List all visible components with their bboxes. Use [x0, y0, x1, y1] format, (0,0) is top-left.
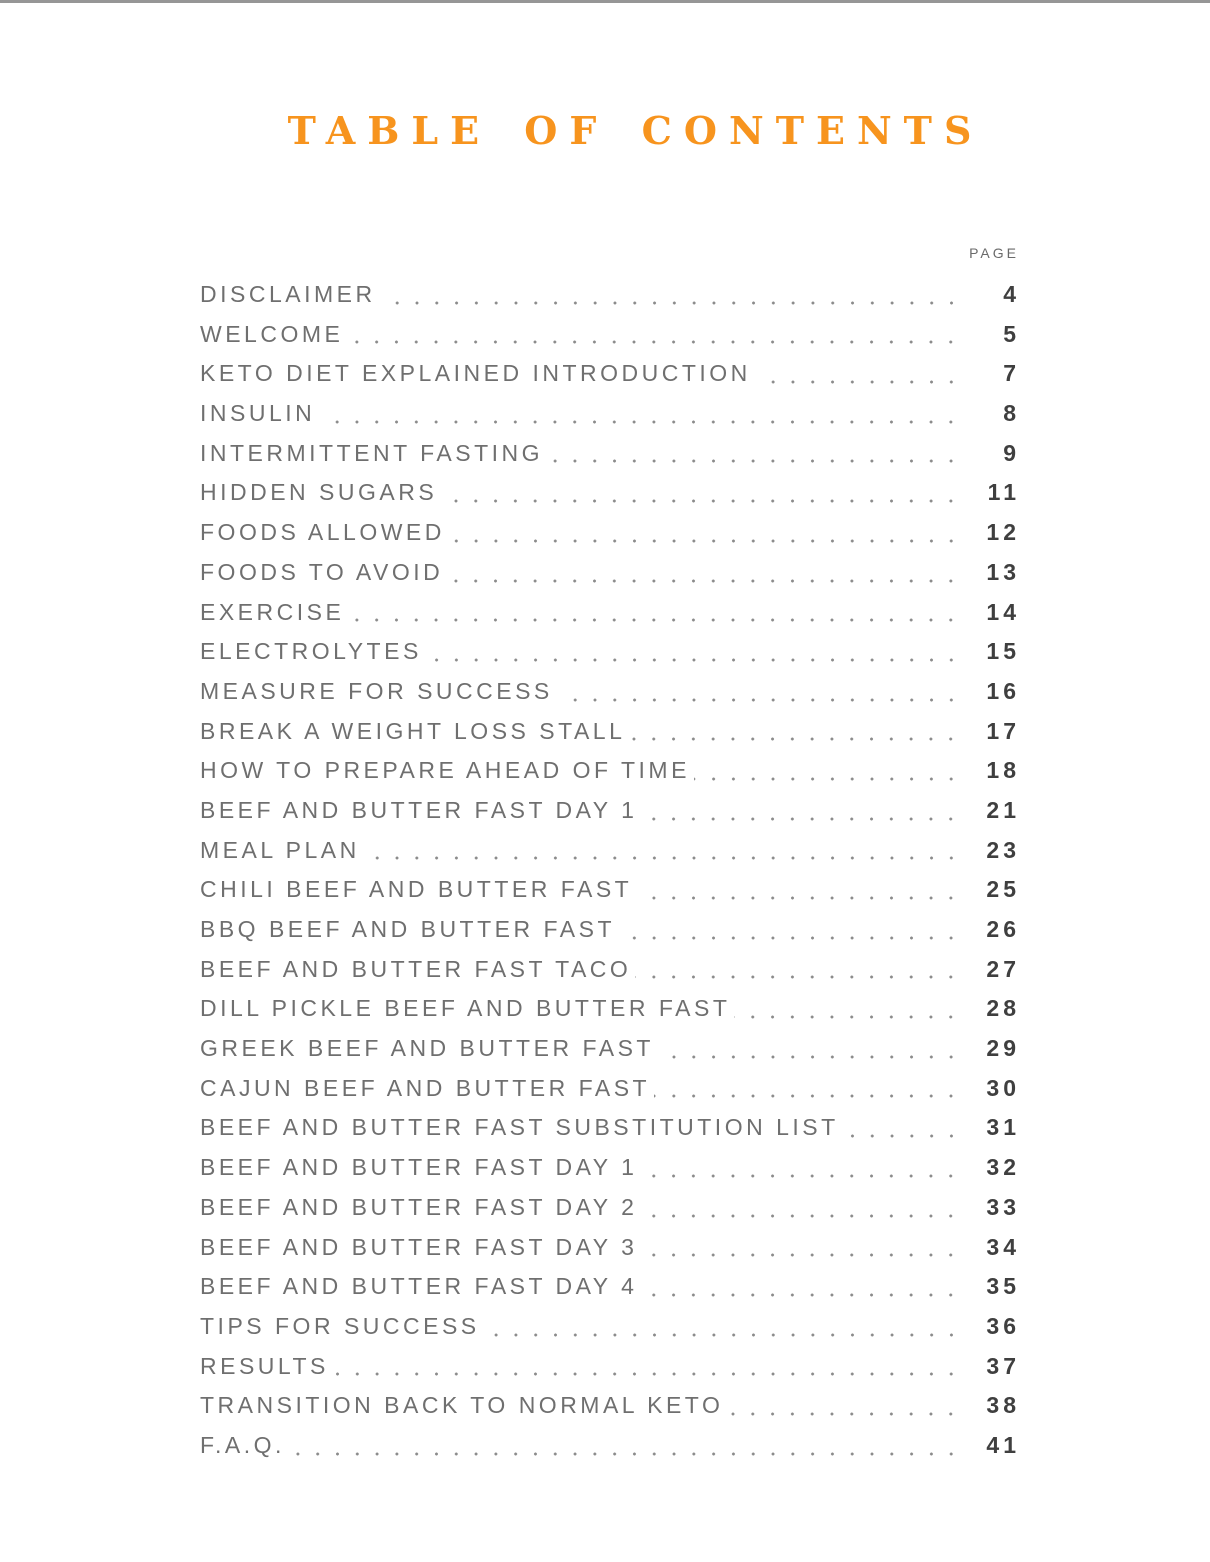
toc-entry-label: CHILI BEEF AND BUTTER FAST [200, 876, 633, 903]
toc-entry-page-number: 23 [986, 836, 1020, 863]
toc-row [200, 672, 1020, 712]
toc-entry-page-number: 34 [986, 1233, 1020, 1260]
toc-row [200, 791, 1020, 831]
toc-row [200, 831, 1020, 871]
toc-entry-page-number: 30 [986, 1074, 1020, 1101]
dot-leader [641, 791, 961, 831]
dot-leader [441, 473, 961, 513]
dot-leader [636, 870, 961, 910]
toc-row [200, 1029, 1020, 1069]
toc-entry-label: INSULIN [200, 400, 316, 427]
page-column-header: PAGE [969, 245, 1019, 261]
dot-leader [694, 751, 961, 791]
toc-entry-label: KETO DIET EXPLAINED INTRODUCTION [200, 360, 751, 387]
toc-entry-label: WELCOME [200, 320, 344, 347]
toc-entry-label: RESULTS [200, 1352, 329, 1379]
toc-row [200, 1347, 1020, 1387]
dot-leader [658, 1029, 961, 1069]
toc-entry-label: BEEF AND BUTTER FAST DAY 4 [200, 1273, 638, 1300]
toc-row [200, 1386, 1020, 1426]
toc-row [200, 989, 1020, 1029]
dot-leader [654, 1069, 961, 1109]
toc-entry-page-number: 14 [986, 598, 1020, 625]
dot-leader [635, 950, 961, 990]
toc-entry-page-number: 17 [986, 717, 1020, 744]
toc-entry-label: BREAK A WEIGHT LOSS STALL [200, 717, 626, 744]
dot-leader [619, 910, 961, 950]
toc-entry-label: HOW TO PREPARE AHEAD OF TIME [200, 757, 690, 784]
toc-entry-label: GREEK BEEF AND BUTTER FAST [200, 1035, 654, 1062]
toc-entry-label: BBQ BEEF AND BUTTER FAST [200, 916, 616, 942]
toc-entry-label: BEEF AND BUTTER FAST SUBSTITUTION LIST [200, 1114, 839, 1141]
toc-entry-label: ELECTROLYTES [200, 638, 422, 665]
dot-leader [289, 1426, 961, 1466]
dot-leader [348, 593, 961, 633]
dot-leader [447, 553, 961, 593]
toc-row [200, 1188, 1020, 1228]
toc-entry-page-number: 8 [1003, 400, 1020, 427]
toc-entry-page-number: 33 [986, 1193, 1020, 1220]
dot-leader [347, 315, 961, 355]
toc-row [200, 1426, 1020, 1466]
toc-entry-page-number: 35 [986, 1273, 1020, 1300]
toc-entry-label: BEEF AND BUTTER FAST TACO [200, 955, 632, 982]
toc-row [200, 751, 1020, 791]
toc-row [200, 1307, 1020, 1347]
page-title: TABLE OF CONTENTS [287, 108, 984, 153]
dot-leader [755, 354, 961, 394]
dot-leader [319, 394, 961, 434]
toc-entry-label: DILL PICKLE BEEF AND BUTTER FAST [200, 995, 731, 1022]
toc-entry-page-number: 36 [986, 1312, 1020, 1339]
dot-leader [449, 513, 961, 553]
dot-leader [629, 712, 961, 752]
toc-entry-label: CAJUN BEEF AND BUTTER FAST [200, 1074, 651, 1101]
dot-leader [333, 1347, 961, 1387]
toc-row [200, 553, 1020, 593]
toc-entry-label: F.A.Q. [200, 1431, 285, 1458]
toc-entry-page-number: 11 [987, 479, 1020, 506]
toc-entry-label: MEASURE FOR SUCCESS [200, 677, 553, 704]
toc-entry-label: EXERCISE [200, 598, 345, 625]
toc-entry-label: INTERMITTENT FASTING [200, 439, 544, 466]
dot-leader [380, 275, 961, 315]
dot-leader [641, 1188, 961, 1228]
toc-entry-label: FOODS ALLOWED [200, 519, 445, 546]
toc-entry-label: BEEF AND BUTTER FAST DAY 1 [200, 1154, 638, 1181]
toc-entry-label: BEEF AND BUTTER FAST DAY 3 [200, 1233, 638, 1260]
toc-row [200, 513, 1020, 553]
toc-row [200, 394, 1020, 434]
toc-row [200, 275, 1020, 315]
toc-entry-page-number: 27 [986, 955, 1020, 982]
dot-leader [484, 1307, 961, 1347]
dot-leader [641, 1148, 961, 1188]
toc-row [200, 1228, 1020, 1268]
toc-row [200, 315, 1020, 355]
toc-entry-page-number: 28 [986, 995, 1020, 1022]
toc-entry-label: MEAL PLAN [200, 836, 360, 863]
toc-entry-page-number: 26 [986, 916, 1020, 942]
toc-entry-label: DISCLAIMER [200, 281, 376, 307]
toc-row [200, 950, 1020, 990]
dot-leader [426, 632, 961, 672]
toc-row [200, 870, 1020, 910]
toc-entry-page-number: 7 [1003, 360, 1020, 387]
dot-leader [727, 1386, 961, 1426]
toc-entry-label: TRANSITION BACK TO NORMAL KETO [200, 1392, 724, 1419]
toc-entry-label: HIDDEN SUGARS [200, 479, 438, 506]
toc-entry-page-number: 13 [986, 558, 1020, 585]
toc-entry-page-number: 37 [986, 1352, 1020, 1379]
toc-entry-label: FOODS TO AVOID [200, 558, 444, 585]
toc-entry-page-number: 32 [986, 1154, 1020, 1181]
toc-row [200, 632, 1020, 672]
toc-row [200, 434, 1020, 474]
toc-row [200, 1267, 1020, 1307]
dot-leader [641, 1228, 961, 1268]
dot-leader [641, 1267, 961, 1307]
toc-entry-page-number: 9 [1003, 439, 1020, 466]
toc-entry-page-number: 12 [986, 519, 1020, 546]
toc-entry-label: BEEF AND BUTTER FAST DAY 2 [200, 1193, 638, 1220]
toc-entry-page-number: 25 [986, 876, 1020, 903]
toc-entry-page-number: 18 [986, 757, 1020, 784]
toc-row [200, 1148, 1020, 1188]
toc-row [200, 1108, 1020, 1148]
dot-leader [557, 672, 961, 712]
toc-row [200, 354, 1020, 394]
toc-entry-page-number: 5 [1003, 320, 1020, 347]
toc-entry-page-number: 38 [986, 1392, 1020, 1419]
toc-entry-label: TIPS FOR SUCCESS [200, 1312, 480, 1339]
toc-entry-page-number: 29 [986, 1035, 1020, 1062]
toc-entry-page-number: 15 [986, 638, 1020, 665]
toc-entry-label: BEEF AND BUTTER FAST DAY 1 [200, 796, 638, 823]
toc-entry-page-number: 4 [1003, 281, 1020, 307]
toc-row [200, 712, 1020, 752]
toc-entry-page-number: 31 [986, 1114, 1020, 1141]
table-of-contents [200, 275, 1020, 1466]
dot-leader [734, 989, 961, 1029]
toc-row [200, 473, 1020, 513]
dot-leader [843, 1108, 961, 1148]
toc-row [200, 593, 1020, 633]
toc-entry-page-number: 41 [986, 1431, 1020, 1458]
toc-row [200, 1069, 1020, 1109]
dot-leader [547, 434, 961, 474]
page-top-border [0, 0, 1210, 3]
toc-row [200, 910, 1020, 950]
dot-leader [364, 831, 961, 871]
toc-entry-page-number: 21 [986, 796, 1020, 823]
toc-page [200, 108, 1020, 1466]
toc-entry-page-number: 16 [986, 677, 1020, 704]
